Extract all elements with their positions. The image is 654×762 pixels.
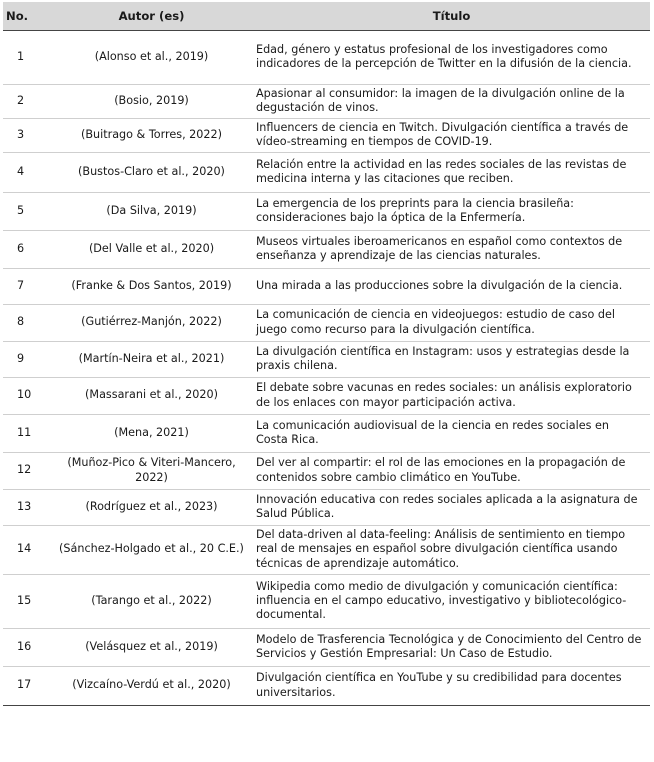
table-row [3,84,650,118]
row-title: Innovación educativa con redes sociales aplicada a la asignatura de Salud Pública. [256,492,638,520]
row-author: (Muñoz-Pico & Viteri-Mancero, 2022) [67,456,236,484]
table-row [3,230,650,268]
row-title: Relación entre la actividad en las redes sociales de las revistas de medicina interna y las citaciones que reciben. [256,157,627,185]
row-title: Edad, género y estatus profesional de los investigadores como indicadores de la percepción de Twitter en la difusión de la ciencia. [256,42,632,70]
row-author: (Rodríguez et al., 2023) [85,499,218,513]
row-number: 6 [17,241,25,255]
table-row [3,192,650,230]
row-number: 5 [17,203,25,217]
row-author: (Vizcaíno-Verdú et al., 2020) [72,678,231,692]
header-autor: Autor (es) [50,2,253,30]
row-author: (Da Silva, 2019) [106,203,197,217]
row-title: Del data-driven al data-feeling: Análisis de sentimiento en tiempo real de mensajes en español sobre divulgación científica usando técnicas de aprendizaje automático. [256,528,626,570]
row-title: Influencers de ciencia en Twitch. Divulgación científica a través de vídeo-streaming en tiempos de COVID-19. [256,120,629,148]
row-author: (Sánchez-Holgado et al., 20 C.E.) [59,542,244,556]
row-number: 2 [17,93,25,107]
row-number: 4 [17,164,25,178]
row-number: 3 [17,127,25,141]
table-header [3,2,650,30]
row-author: (Del Valle et al., 2020) [88,241,215,255]
row-author: (Mena, 2021) [114,425,189,439]
row-author: (Franke & Dos Santos, 2019) [71,278,232,292]
table-row [3,574,650,628]
table-row [3,268,650,304]
table-row [3,118,650,152]
row-author: (Tarango et al., 2022) [91,593,212,607]
row-title: El debate sobre vacunas en redes sociales: un análisis exploratorio de los enlaces con mayor participación activa. [256,381,632,409]
row-title: La comunicación audiovisual de la ciencia en redes sociales en Costa Rica. [256,418,609,446]
header-row [3,2,650,30]
row-title: Una mirada a las producciones sobre la divulgación de la ciencia. [256,278,623,292]
row-number: 15 [17,593,32,607]
row-author: (Bustos-Claro et al., 2020) [78,164,225,178]
table-row [3,341,650,377]
row-title: Modelo de Trasferencia Tecnológica y de Conocimiento del Centro de Servicios y Gestión Empresarial: Un Caso de Estudio. [256,632,642,660]
table-row [3,452,650,489]
row-author: (Massarani et al., 2020) [85,388,218,402]
row-title: Museos virtuales iberoamericanos en español como contextos de enseñanza y aprendizaje de las ciencias naturales. [256,234,623,262]
row-number: 17 [17,678,32,692]
table-row [3,377,650,414]
row-number: 16 [17,639,32,653]
header-no: No. [3,2,50,30]
row-title: Apasionar al consumidor: la imagen de la divulgación online de la degustación de vinos. [256,86,625,114]
row-author: (Bosio, 2019) [114,93,189,107]
table-row [3,414,650,452]
row-author: (Martín-Neira et al., 2021) [78,351,225,365]
row-number: 13 [17,499,32,513]
row-author: (Alonso et al., 2019) [94,49,209,63]
table-row [3,525,650,574]
table-row [3,30,650,84]
table-row [3,489,650,525]
row-number: 14 [17,542,32,556]
row-author: (Buitrago & Torres, 2022) [80,127,223,141]
row-number: 9 [17,351,25,365]
table-row [3,304,650,341]
table-row [3,152,650,192]
table-body [3,30,650,705]
row-author: (Gutiérrez-Manjón, 2022) [81,315,222,329]
header-titulo: Título [253,2,650,30]
row-title: Divulgación científica en YouTube y su credibilidad para docentes universitarios. [256,671,622,699]
table-row [3,628,650,666]
row-number: 7 [17,278,25,292]
table-row [3,666,650,705]
row-title: Del ver al compartir: el rol de las emociones en la propagación de contenidos sobre cambio climático en YouTube. [256,456,626,484]
publications-table [3,2,650,706]
row-number: 1 [17,49,25,63]
row-number: 11 [17,425,32,439]
row-number: 10 [17,388,32,402]
row-title: Wikipedia como medio de divulgación y comunicación científica: influencia en el campo educativo, investigativo y bibliotecológico-documental. [256,579,627,622]
row-title: La divulgación científica en Instagram: usos y estrategias desde la praxis chilena. [256,344,630,372]
row-number: 12 [17,463,32,477]
row-author: (Velásquez et al., 2019) [85,639,218,653]
row-number: 8 [17,315,25,329]
row-title: La comunicación de ciencia en videojuegos: estudio de caso del juego como recurso para la divulgación científica. [256,308,615,336]
row-title: La emergencia de los preprints para la ciencia brasileña: consideraciones bajo la óptica de la Enfermería. [256,196,574,224]
